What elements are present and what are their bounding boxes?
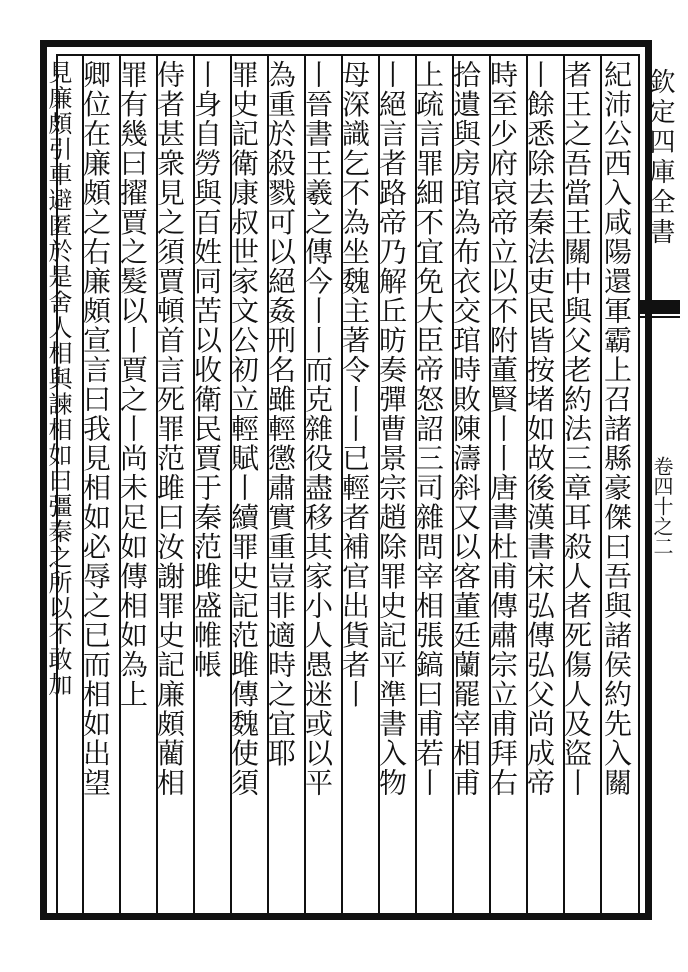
text-column-11: 罪史記衛康叔世家文公初立輕賦丨續罪史記范雎傳魏使須 [227,60,260,798]
fish-tail-line [640,316,680,318]
text-column-14: 罪有幾曰擢賈之髮以丨賈之丨尚未足如傳相如為上 [116,60,149,709]
text-column-15: 卿位在廉頗之右廉頗宣言曰我見相如必辱之已而相如出望 [79,60,112,798]
text-column-13: 侍者甚衆見之須賈頓首言死罪范雎曰汝謝罪史記廉頗藺相 [153,60,186,798]
text-column-7: 丨絕言者路帝乃解丘昉奏彈曹景宗趙除罪史記平準書入物 [375,60,408,798]
page-margin [640,54,680,918]
text-column-2: 者王之吾當王關中與父老約法三章耳殺人者死傷人及盜丨 [560,60,593,798]
text-column-16: 見廉頗引車避匿於是舍人相與諫相如曰彊秦之所以不敢加 [44,60,72,698]
book-title: 欽定四庫全書 [645,68,675,248]
text-column-12: 丨身自勞與百姓同苦以收衛民賈于秦范雎盛帷帳 [190,60,223,680]
text-column-3: 丨餘悉除去秦法吏民皆按堵如故後漢書宋弘傳弘父尚成帝 [523,60,556,798]
text-column-6: 上疏言罪細不宜免大臣帝怒詔三司雜問宰相張鎬曰甫若丨 [412,60,445,798]
text-column-9: 丨晉書王羲之傳今丨丨而克雜役盡移其家小人愚迷或以平 [301,60,334,798]
text-column-10: 為重於殺戮可以絕姦刑名雖輕懲肅實重豈非適時之宜耶 [264,60,297,768]
text-column-8: 母深識乞不為坐魏主著令丨丨已輕者補官出貨者丨 [338,60,371,709]
text-column-5: 拾遺與房琯為布衣交琯時敗陳濤斜又以客董廷蘭罷宰相甫 [449,60,482,798]
fish-tail-mark [640,300,680,314]
text-column-1: 紀沛公西入咸陽還軍霸上召諸縣豪傑曰吾與諸侯約先入關 [600,60,633,798]
chapter-label: 卷四十之二 [650,456,674,556]
text-column-4: 時至少府哀帝立以不附董賢丨丨唐書杜甫傳肅宗立甫拜右 [486,60,519,798]
